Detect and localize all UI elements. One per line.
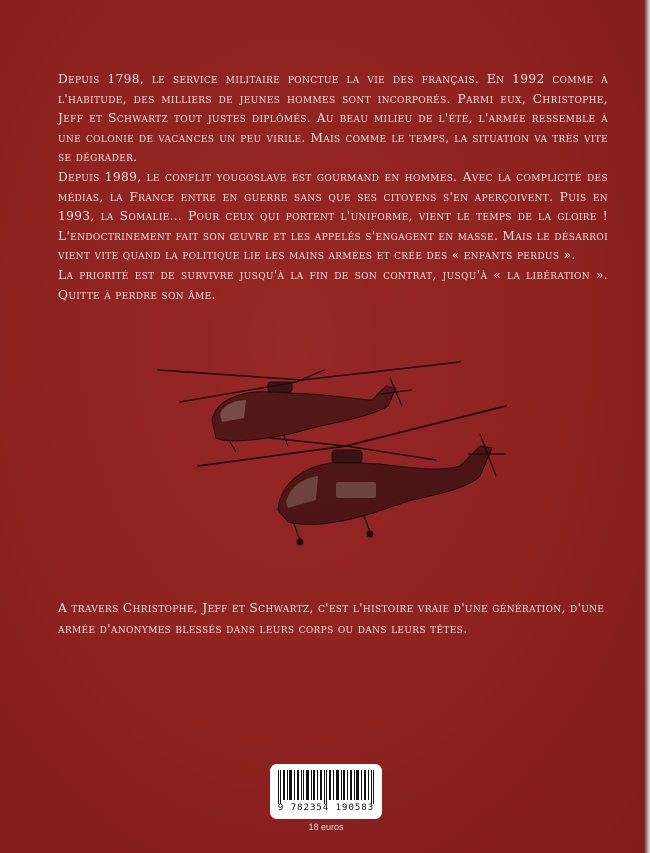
blurb-text: [58, 70, 608, 305]
blurb-paragraph: Depuis 1798, le service militaire ponctue la vie des français. En 1992 comme à l'habitude, des milliers de jeunes hommes sont incorporés. Parmi eux, Christophe, Jeff et Schwartz tout justes diplômés. Au beau milieu de l'été, l'armée ressemble à une colonie de vacances un peu virile. Mais comme le temps, la situation va très vite se dégrader.: [58, 72, 608, 165]
blurb-paragraph: La priorité est de survivre jusqu'à la fin de son contrat, jusqu'à « la libération ». Quitte à perdre son âme.: [58, 267, 608, 302]
helicopters-illustration: [150, 342, 510, 562]
price-label: 18 euros: [308, 822, 344, 832]
barcode: [270, 764, 382, 819]
tagline: A travers Christophe, Jeff et Schwartz, c'est l'histoire vraie d'une génération, d'une armée d'anonymes blessés dans leurs corps ou dans leurs têtes.: [58, 601, 605, 636]
page-edge: [644, 0, 650, 853]
isbn-number: 9 782354 190583: [277, 803, 375, 813]
barcode-bars: [276, 770, 376, 804]
blurb-paragraph: Depuis 1989, le conflit yougoslave est gourmand en hommes. Avec la complicité des médias, la France entre en guerre sans que ses citoyens s'en aperçoivent. Puis en 1993, la Somalie… Pour ceux qui portent l'uniforme, vient le temps de la gloire ! L'endoctrinement fait son œuvre et les appelés s'engagent en masse. Mais le désarroi vient vite quand la politique lie les mains armées et crée des « enfants perdus ».: [58, 169, 608, 263]
